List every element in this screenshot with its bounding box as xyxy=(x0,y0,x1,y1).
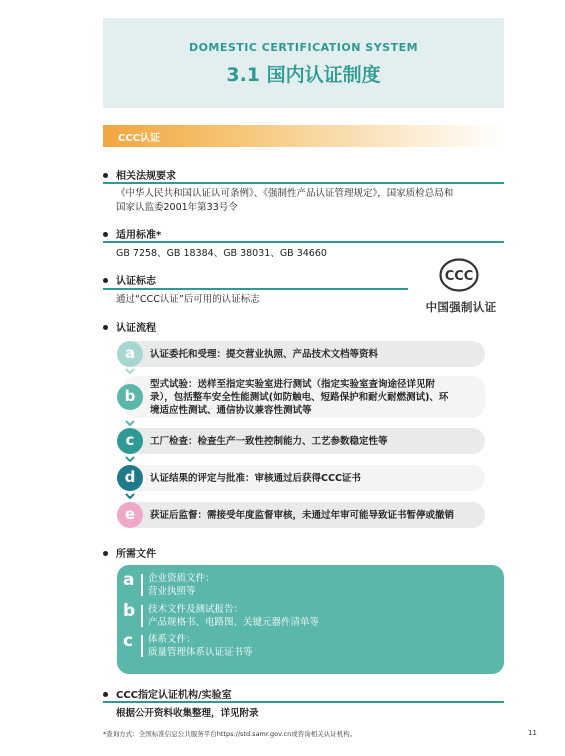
documents-panel xyxy=(117,565,504,674)
bullet-dot xyxy=(103,692,108,697)
mark-heading-text: 认证标志 xyxy=(116,276,156,287)
document-text xyxy=(148,603,398,629)
document-detail: 质量管理体系认证证书等 xyxy=(148,647,253,658)
ccc-section-bar xyxy=(103,125,504,147)
chevron-down-icon xyxy=(125,456,135,462)
divider-line xyxy=(103,288,408,290)
laws-heading-text: 相关法规要求 xyxy=(116,171,176,182)
process-step-c xyxy=(117,428,485,454)
document-title: 企业资质文件： xyxy=(148,573,215,584)
chevron-down-icon xyxy=(125,493,135,499)
labs-heading-text: CCC指定认证机构/实验室 xyxy=(116,690,232,701)
document-detail: 营业执照等 xyxy=(148,586,196,597)
process-step-b xyxy=(117,376,485,418)
document-title: 技术文件及测试报告： xyxy=(148,604,244,615)
document-detail: 产品规格书、电路图、关键元器件清单等 xyxy=(148,617,320,628)
header-title-en: DOMESTIC CERTIFICATION SYSTEM xyxy=(188,41,419,54)
document-letter: c xyxy=(123,631,134,651)
step-letter-badge: a xyxy=(117,341,143,367)
document-text xyxy=(148,572,398,598)
document-letter: a xyxy=(123,570,135,590)
divider-line xyxy=(103,241,504,243)
document-title: 体系文件： xyxy=(148,634,196,645)
laws-line-1: 《中华人民共和国认证认可条例》、《强制性产品认证管理规定》，国家质检总局和 xyxy=(116,188,454,199)
step-text: 认证委托和受理：提交营业执照、产品技术文档等资料 xyxy=(150,349,379,360)
bullet-dot xyxy=(103,325,108,330)
document-divider xyxy=(141,574,143,596)
bullet-dot xyxy=(103,278,108,283)
step-text-line: 型式试验：送样至指定实验室进行测试（指定实验室查询途径详见附 xyxy=(150,379,436,390)
header-title-zh: 3.1 国内认证制度 xyxy=(226,64,381,86)
standards-heading xyxy=(103,226,161,241)
process-step-d xyxy=(117,465,485,491)
process-step-a xyxy=(117,341,485,367)
laws-line-2: 国家认监委2001年第33号令 xyxy=(116,202,238,213)
page-number: 11 xyxy=(528,729,537,737)
document-divider xyxy=(141,635,143,657)
labs-text: 根据公开资料收集整理，详见附录 xyxy=(116,708,259,719)
chevron-down-icon xyxy=(125,368,135,374)
standards-heading-text: 适用标准* xyxy=(116,230,162,241)
divider-line xyxy=(103,701,504,703)
step-text: 认证结果的评定与批准：审核通过后获得CCC证书 xyxy=(150,473,361,484)
step-text-line: 境适应性测试、通信协议兼容性测试等 xyxy=(150,405,312,416)
divider-line xyxy=(103,182,504,184)
ccc-mark-text: CCC xyxy=(444,269,474,284)
document-text xyxy=(148,633,398,659)
process-step-e xyxy=(117,502,485,528)
document-letter: b xyxy=(123,601,136,621)
bullet-dot xyxy=(103,173,108,178)
labs-heading xyxy=(103,686,232,701)
step-text: 工厂检查：检查生产一致性控制能力、工艺参数稳定性等 xyxy=(150,436,388,447)
step-letter-badge: b xyxy=(117,384,143,410)
ccc-mark-icon xyxy=(439,258,479,292)
process-heading xyxy=(103,319,156,334)
laws-heading xyxy=(103,167,176,182)
standards-text: GB 7258、GB 18384、GB 38031、GB 34660 xyxy=(116,248,327,259)
chevron-down-icon xyxy=(125,420,135,426)
mark-text: 通过“CCC认证”后可用的认证标志 xyxy=(116,294,260,305)
ccc-section-label: CCC认证 xyxy=(118,133,161,144)
documents-heading xyxy=(103,545,156,560)
process-heading-text: 认证流程 xyxy=(116,323,156,334)
mark-heading xyxy=(103,272,156,287)
ccc-logo-caption: 中国强制认证 xyxy=(425,300,497,314)
document-divider xyxy=(141,605,143,627)
ccc-logo xyxy=(418,258,504,320)
step-text: 获证后监督：需接受年度监督审核，未通过年审可能导致证书暂停或撤销 xyxy=(150,510,455,521)
bullet-dot xyxy=(103,232,108,237)
step-letter-badge: c xyxy=(117,428,143,454)
section-header xyxy=(103,18,504,108)
documents-heading-text: 所需文件 xyxy=(116,549,156,560)
laws-text xyxy=(116,187,453,215)
step-text-line: 录），包括整车安全性能测试(如防触电、短路保护和耐火耐燃测试)、环 xyxy=(150,392,449,403)
step-letter-badge: d xyxy=(117,465,143,491)
step-letter-badge: e xyxy=(117,502,143,528)
footnote: *查询方式：全国标准信息公共服务平台https://std.samr.gov.cn或咨询相关认证机构。 xyxy=(103,730,357,738)
bullet-dot xyxy=(103,551,108,556)
step-text xyxy=(150,378,477,417)
